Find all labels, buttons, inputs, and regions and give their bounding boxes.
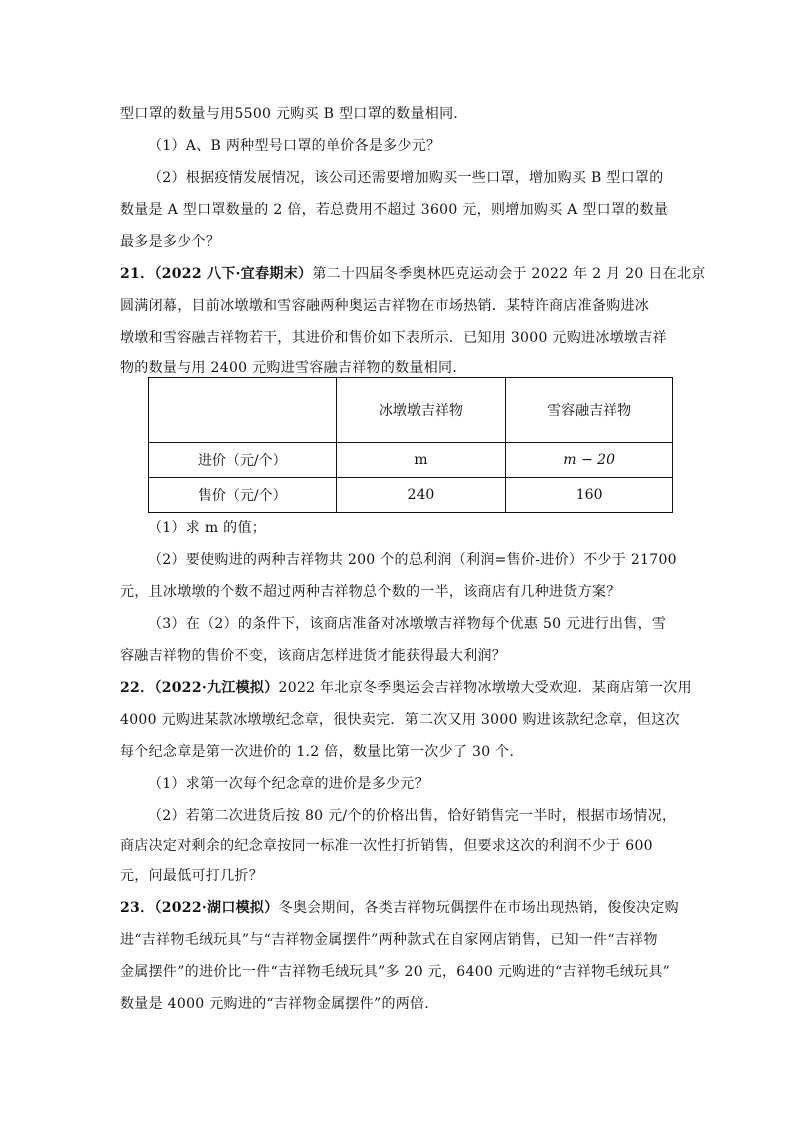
- previous-question-2-line-3: 最多是多少个？: [120, 234, 221, 250]
- problem-21-line-2: 圆满闭幕，目前冰墩墩和雪容融两种奥运吉祥物在市场热销．某特许商店准备购进冰: [120, 298, 650, 314]
- problem-23-line-2: 进“吉祥物毛绒玩具”与“吉祥物金属摆件”两种款式在自家网店销售，已知一件“吉祥物: [120, 932, 658, 948]
- table-cell: m: [336, 443, 506, 478]
- problem-22-line-2: 4000 元购进某款冰墩墩纪念章，很快卖完．第二次又用 3000 购进该款纪念章，但这次: [120, 712, 680, 728]
- problem-21-source: （2022 八下·宜春期末）: [154, 266, 313, 282]
- problem-22-number: 22．: [120, 680, 155, 696]
- table-cell: m − 20: [506, 443, 673, 478]
- table-header-cell: 冰墩墩吉祥物: [336, 378, 506, 443]
- problem-21-line-4: 物的数量与用 2400 元购进雪容融吉祥物的数量相同．: [120, 360, 467, 376]
- table-header-cell: 雪容融吉祥物: [506, 378, 673, 443]
- previous-question-2-line-2: 数量是 A 型口罩数量的 2 倍，若总费用不超过 3600 元，则增加购买 A 型口罩的数量: [120, 202, 669, 218]
- previous-question-2-line-1: （2）根据疫情发展情况，该公司还需要增加购买一些口罩，增加购买 B 型口罩的: [148, 170, 664, 186]
- table-header-row: [149, 378, 673, 443]
- problem-22-question-2-line-3: 元，问最低可打几折？: [120, 868, 263, 884]
- problem-22-line-1: [120, 678, 692, 698]
- problem-23-number: 23．: [120, 900, 155, 916]
- table-header-cell: [149, 378, 337, 443]
- problem-22-question-1: （1）求第一次每个纪念章的进价是多少元？: [148, 776, 429, 792]
- problem-22-line-3: 每个纪念章是第一次进价的 1.2 倍，数量比第一次少了 30 个．: [120, 744, 524, 760]
- previous-question-1: （1）A、B 两种型号口罩的单价各是多少元？: [148, 138, 441, 154]
- table-row: [149, 478, 673, 513]
- problem-23-line-3: 金属摆件”的进价比一件“吉祥物毛绒玩具”多 20 元，6400 元购进的“吉祥物毛绒玩具”: [120, 964, 671, 980]
- problem-21-line-1: [120, 264, 706, 284]
- problem-21-question-1: （1）求 m 的值；: [148, 520, 267, 536]
- problem-22-text: 2022 年北京冬季奥运会吉祥物冰墩墩大受欢迎．某商店第一次用: [278, 680, 692, 696]
- problem-21-number: 21．: [120, 266, 155, 282]
- problem-21-text: 第二十四届冬季奥林匹克运动会于 2022 年 2 月 20 日在北京: [312, 266, 706, 282]
- table-cell: 160: [506, 478, 673, 513]
- problem-21-question-2-line-1: （2）要使购进的两种吉祥物共 200 个的总利润（利润=售价-进价）不少于 21700: [148, 552, 677, 568]
- problem-23-source: （2022·湖口模拟）: [154, 900, 279, 916]
- table-cell: 售价（元/个）: [149, 478, 337, 513]
- problem-22-source: （2022·九江模拟）: [154, 680, 279, 696]
- problem-21-question-2-line-2: 元，且冰墩墩的个数不超过两种吉祥物总个数的一半，该商店有几种进货方案？: [120, 584, 621, 600]
- problem-21-question-3-line-1: （3）在（2）的条件下，该商店准备对冰墩墩吉祥物每个优惠 50 元进行出售，雪: [148, 616, 667, 632]
- table-cell: 进价（元/个）: [149, 443, 337, 478]
- problem-21-line-3: 墩墩和雪容融吉祥物若干，其进价和售价如下表所示．已知用 3000 元购进冰墩墩吉祥: [120, 330, 667, 346]
- previous-problem-tail: 型口罩的数量与用5500 元购买 B 型口罩的数量相同．: [120, 106, 468, 122]
- problem-23-line-1: [120, 898, 680, 918]
- problem-22-question-2-line-1: （2）若第二次进货后按 80 元/个的价格出售，恰好销售完一半时，根据市场情况，: [148, 808, 677, 824]
- table-row: [149, 443, 673, 478]
- problem-23-line-4: 数量是 4000 元购进的“吉祥物金属摆件”的两倍．: [120, 996, 439, 1012]
- price-table: [148, 377, 673, 513]
- problem-22-question-2-line-2: 商店决定对剩余的纪念章按同一标准一次性打折销售，但要求这次的利润不少于 600: [120, 838, 653, 854]
- table-cell: 240: [336, 478, 506, 513]
- problem-23-text: 冬奥会期间，各类吉祥物玩偶摆件在市场出现热销，俊俊决定购: [278, 900, 679, 916]
- problem-21-question-3-line-2: 容融吉祥物的售价不变，该商店怎样进货才能获得最大利润？: [120, 648, 507, 664]
